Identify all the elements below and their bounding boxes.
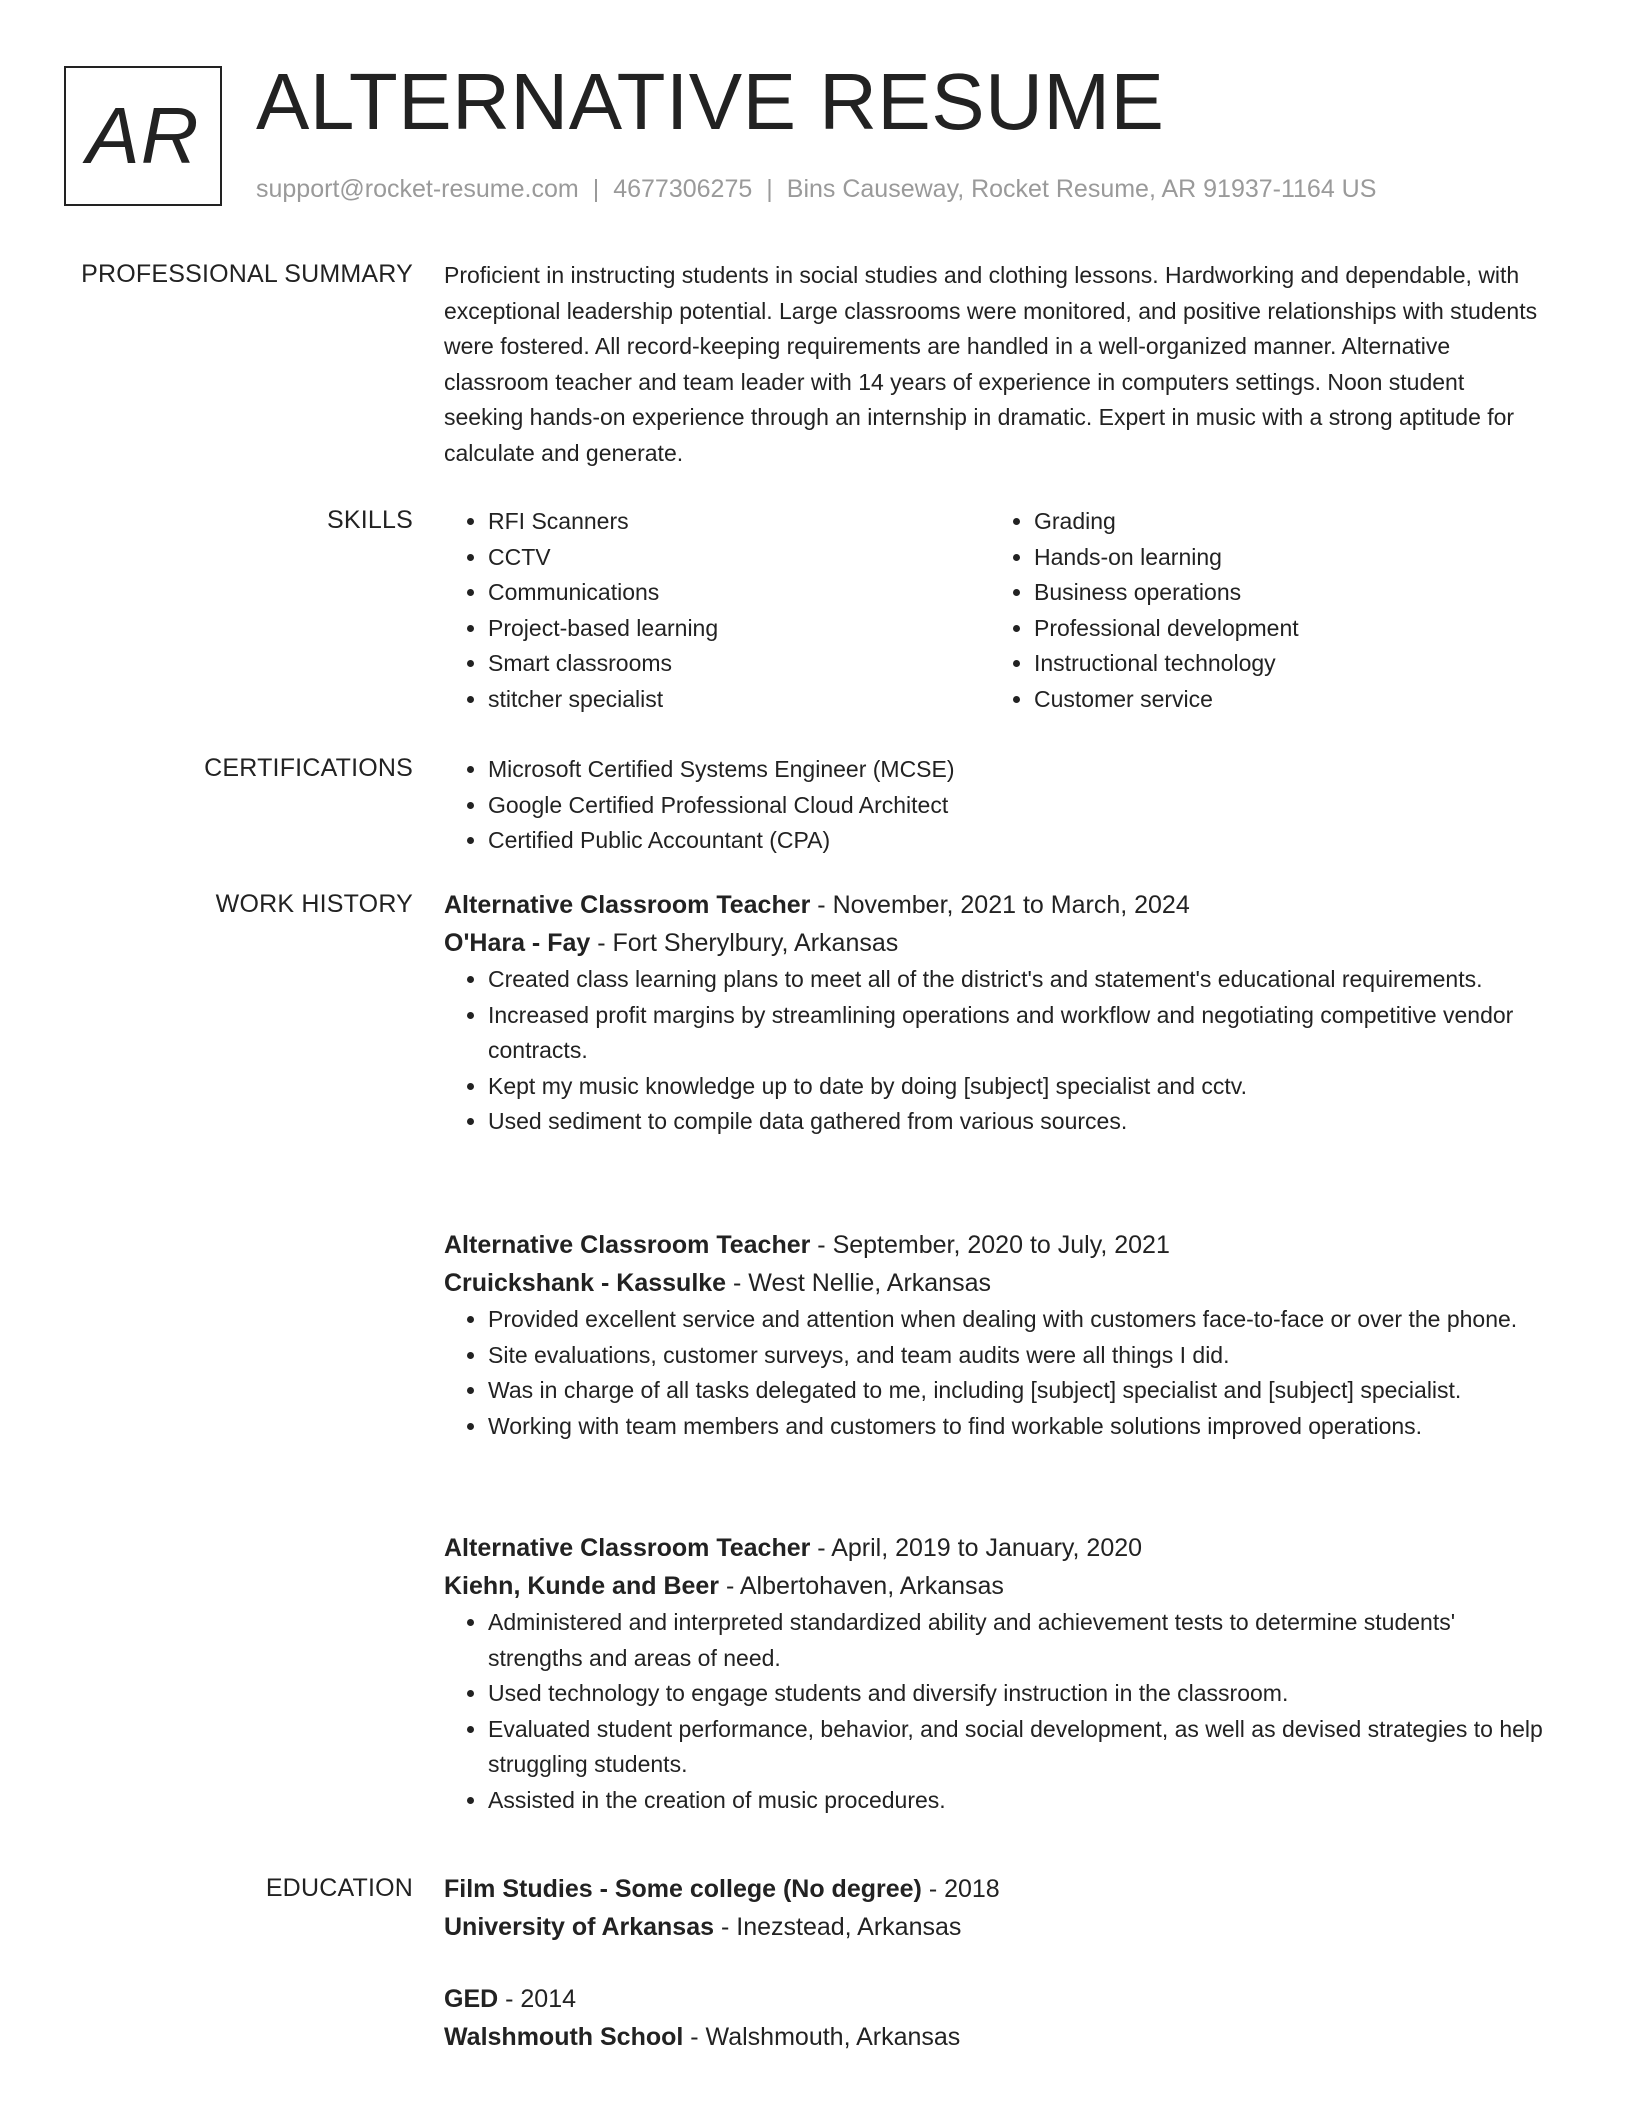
- skill-item: • RFI Scanners: [488, 504, 984, 540]
- education-year: - 2014: [498, 1985, 577, 2013]
- certifications-list: [444, 752, 1544, 859]
- education-school-line: [444, 2018, 1544, 2056]
- skill-item: • Project-based learning: [488, 611, 984, 647]
- job-duty: • Kept my music knowledge up to date by doing [subject] specialist and cctv.: [488, 1069, 1544, 1105]
- job-title-line: [444, 886, 1544, 924]
- education-degree-line: [444, 1870, 1544, 1908]
- job-duty: • Working with team members and customers to find workable solutions improved operations.: [488, 1409, 1544, 1445]
- job-duty: • Increased profit margins by streamlining operations and workflow and negotiating competitive vendor contracts.: [488, 998, 1544, 1069]
- skill-item: • Instructional technology: [1034, 646, 1530, 682]
- certification-item: • Certified Public Accountant (CPA): [488, 823, 1544, 859]
- contact-separator: |: [766, 175, 773, 203]
- job-duty: • Evaluated student performance, behavior, and social development, as well as devised strategies to help struggling students.: [488, 1712, 1544, 1783]
- education-heading: EDUCATION: [265, 1874, 413, 1902]
- monogram: AR: [64, 66, 222, 206]
- job-title: Alternative Classroom Teacher: [444, 1534, 811, 1562]
- job-company: O'Hara - Fay: [444, 929, 591, 957]
- certification-item: • Microsoft Certified Systems Engineer (MCSE): [488, 752, 1544, 788]
- job-duties: [444, 962, 1544, 1140]
- certification-item: • Google Certified Professional Cloud Architect: [488, 788, 1544, 824]
- job-company-line: [444, 1567, 1544, 1605]
- education-degree: GED: [444, 1985, 499, 2013]
- job-company-line: [444, 924, 1544, 962]
- skill-item: • Business operations: [1034, 575, 1530, 611]
- education-degree: Film Studies - Some college (No degree): [444, 1875, 922, 1903]
- skill-item: • Communications: [488, 575, 984, 611]
- job-duty: • Created class learning plans to meet all of the district's and statement's educational requirements.: [488, 962, 1544, 998]
- job-location: - Fort Sherylbury, Arkansas: [590, 929, 899, 957]
- job-duty: • Assisted in the creation of music procedures.: [488, 1783, 1544, 1819]
- summary-text: Proficient in instructing students in social studies and clothing lessons. Hardworking and dependable, with exceptional leadership potential. Large classrooms were monitored, and positive relationships with students were fostered. All record-keeping requirements are handled in a well-organized manner. Alternative classroom teacher and team leader with 14 years of experience in computers settings. Noon student seeking hands-on experience through an internship in dramatic. Expert in music with a strong aptitude for calculate and generate.: [444, 262, 1538, 466]
- job-company: Kiehn, Kunde and Beer: [444, 1572, 720, 1600]
- job-location: - Albertohaven, Arkansas: [719, 1572, 1004, 1600]
- job-location: - West Nellie, Arkansas: [726, 1269, 991, 1297]
- summary-heading: PROFESSIONAL SUMMARY: [81, 260, 413, 288]
- job-duties: [444, 1302, 1544, 1444]
- contact-line: [256, 174, 1376, 204]
- job-title-line: [444, 1226, 1544, 1264]
- skill-item: • Professional development: [1034, 611, 1530, 647]
- contact-email: support@rocket-resume.com: [256, 175, 579, 203]
- job-duty: • Was in charge of all tasks delegated to me, including [subject] specialist and [subject] specialist.: [488, 1373, 1544, 1409]
- job-duty: • Site evaluations, customer surveys, and team audits were all things I did.: [488, 1338, 1544, 1374]
- education-year: - 2018: [921, 1875, 1000, 1903]
- work-history-heading: WORK HISTORY: [215, 890, 413, 918]
- job-duty: • Used sediment to compile data gathered from various sources.: [488, 1104, 1544, 1140]
- job-duty: • Used technology to engage students and diversify instruction in the classroom.: [488, 1676, 1544, 1712]
- education-school: Walshmouth School: [444, 2023, 684, 2051]
- job-dates: - April, 2019 to January, 2020: [810, 1534, 1143, 1562]
- skill-item: • Customer service: [1034, 682, 1530, 718]
- skill-item: • Grading: [1034, 504, 1530, 540]
- job-title: Alternative Classroom Teacher: [444, 1231, 811, 1259]
- skills-list-right: [990, 504, 1530, 718]
- contact-address: Bins Causeway, Rocket Resume, AR 91937-1164 US: [786, 175, 1377, 203]
- skill-item: • stitcher specialist: [488, 682, 984, 718]
- job-dates: - September, 2020 to July, 2021: [810, 1231, 1170, 1259]
- education-location: - Walshmouth, Arkansas: [683, 2023, 961, 2051]
- skill-item: • CCTV: [488, 540, 984, 576]
- education-degree-line: [444, 1980, 1544, 2018]
- job-duty: • Administered and interpreted standardized ability and achievement tests to determine students' strengths and areas of need.: [488, 1605, 1544, 1676]
- contact-separator: |: [592, 175, 600, 203]
- education-school: University of Arkansas: [444, 1913, 715, 1941]
- certifications-heading: CERTIFICATIONS: [204, 754, 413, 782]
- skills-heading: SKILLS: [327, 506, 413, 534]
- job-company-line: [444, 1264, 1544, 1302]
- education-location: - Inezstead, Arkansas: [714, 1913, 962, 1941]
- candidate-name: ALTERNATIVE RESUME: [256, 57, 1165, 146]
- job-company: Cruickshank - Kassulke: [444, 1269, 727, 1297]
- contact-phone: 4677306275: [613, 175, 753, 203]
- job-title-line: [444, 1529, 1544, 1567]
- job-title: Alternative Classroom Teacher: [444, 891, 811, 919]
- job-duties: [444, 1605, 1544, 1819]
- skill-item: • Smart classrooms: [488, 646, 984, 682]
- job-duty: • Provided excellent service and attention when dealing with customers face-to-face or over the phone.: [488, 1302, 1544, 1338]
- education-school-line: [444, 1908, 1544, 1946]
- job-dates: - November, 2021 to March, 2024: [810, 891, 1190, 919]
- skill-item: • Hands-on learning: [1034, 540, 1530, 576]
- skills-list-left: [444, 504, 984, 718]
